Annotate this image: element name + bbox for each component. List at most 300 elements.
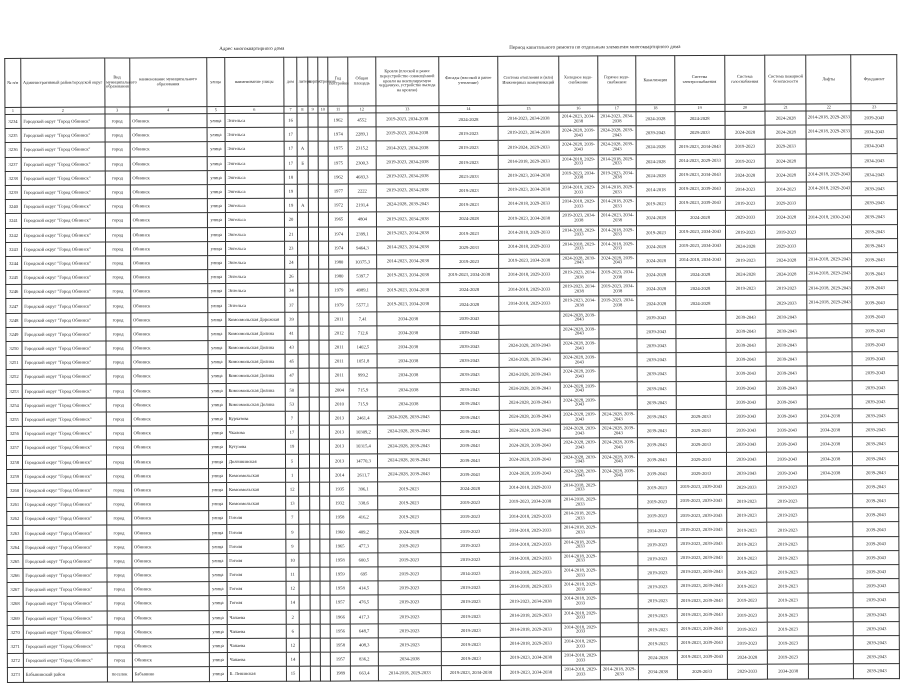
cell-lift: 2014-2018, 2029-2043 [807, 253, 852, 267]
cell-roof: 2014-2023, 2034-2038 [376, 240, 440, 254]
cell-lift [806, 153, 851, 167]
cell-gas: 2039-2043 [726, 409, 767, 423]
address-group-header: Адрес многоквартирного дома [219, 46, 285, 53]
cell-lit [300, 624, 310, 638]
cell-kan: 2034-2038 [639, 665, 678, 679]
cell-year: 1962 [328, 113, 348, 127]
cell-lift: 2014-2018, 2030-2043 [807, 210, 852, 224]
cell-year: 2011 [329, 312, 349, 326]
cell-ul: улица [209, 638, 227, 652]
cell-hw: 2024-2028, 2039-2043 [598, 254, 637, 268]
cell-heat: 2014-2018, 2029-2033 [500, 609, 561, 623]
cell-fire: 2029-2033 [766, 239, 807, 253]
cell-el: 2024-2028 [675, 282, 725, 296]
cell-mo: Обнинск [130, 312, 207, 327]
cell-kor [309, 482, 319, 496]
cell-year: 1974 [328, 127, 348, 141]
cell-name: Комсомольская [226, 482, 285, 496]
cell-gas: 2039-2043 [726, 367, 767, 381]
cell-kor [308, 142, 318, 156]
cell-n: 3239 [5, 185, 21, 199]
column-number: 19 [675, 104, 725, 111]
cell-str [318, 198, 328, 212]
cell-heat: 2019-2023, 2034-2038 [499, 254, 560, 268]
cell-fac: 2019-2023, 2034-2038 [441, 666, 500, 680]
cell-mo: Обнинск [132, 653, 209, 668]
cell-n: 3242 [5, 228, 21, 242]
cell-lift [807, 366, 852, 380]
cell-ad: Городской округ "Город Обнинск" [21, 199, 105, 214]
cell-dom: 9 [286, 525, 300, 539]
cell-dom: 15 [286, 667, 300, 681]
cell-year: 1989 [330, 666, 350, 680]
document-sheet [4, 0, 904, 678]
cell-ul: улица [207, 298, 225, 312]
cell-n: 3245 [6, 270, 22, 284]
column-header: Год постройки [328, 57, 349, 106]
cell-fire: 2024-2028 [765, 111, 806, 125]
cell-ad: Городской округ "Город Обнинск" [22, 469, 106, 484]
cell-kor [309, 397, 319, 411]
cell-el: 2019-2023, 2034-2043 [675, 140, 725, 154]
cell-el: 2019-2023, 2039-2043 [677, 580, 727, 594]
cell-name: Энгельса [225, 269, 284, 283]
cell-cw: 2024-2028, 2039-2043 [559, 126, 598, 140]
cell-n: 3240 [5, 200, 21, 214]
cell-gas: 2029-2033 [725, 210, 766, 224]
column-header: Фасады (плоской и ранее утепление) [439, 56, 498, 105]
cell-ad: Городской округ "Город Обнинск" [23, 511, 107, 526]
cell-kor [308, 170, 318, 184]
cell-kan: 2039-2043 [637, 381, 676, 395]
column-number: 20 [725, 104, 766, 111]
cell-str [318, 255, 328, 269]
cell-area: 9464,3 [349, 241, 376, 255]
cell-lift [808, 650, 853, 664]
cell-fnd: 2034-2043 [852, 167, 898, 181]
column-number: 12 [348, 106, 375, 113]
cell-n: 3250 [6, 341, 22, 355]
cell-area: 2222 [349, 184, 376, 198]
cell-kor [310, 666, 320, 680]
cell-kan: 2039-2043 [637, 353, 676, 367]
cell-el: 2024-2028 [675, 211, 725, 225]
cell-ad: Городской округ "Город Обнинск" [22, 455, 106, 470]
cell-str [319, 368, 329, 382]
cell-n: 3267 [7, 583, 23, 597]
cell-hw [599, 353, 638, 367]
cell-dom: 17 [284, 142, 298, 156]
cell-cw: 2019-2023, 2034-2038 [560, 282, 599, 296]
cell-roof: 2034-2038 [376, 311, 440, 325]
cell-mo: Обнинск [130, 185, 207, 200]
cell-kan: 2039-2043 [638, 452, 677, 466]
cell-gas [725, 296, 766, 310]
cell-year: 1974 [328, 226, 348, 240]
cell-dom: 34 [284, 283, 298, 297]
cell-hw: 2019-2023, 2034-2038 [598, 268, 637, 282]
cell-dom: 14 [286, 596, 300, 610]
cell-mo: Бабынино [132, 667, 209, 682]
cell-vid: город [106, 341, 131, 355]
cell-kan: 2039-2043 [637, 410, 676, 424]
cell-hw: 2024-2028, 2039-2043 [598, 140, 637, 154]
cell-year: 1979 [329, 297, 349, 311]
cell-fnd: 2039-2043 [854, 664, 900, 678]
cell-cw: 2024-2028, 2039-2043 [560, 339, 599, 353]
cell-name: Комсомольская [226, 468, 285, 482]
cell-lit [299, 425, 309, 439]
cell-fac: 2019-2023 [441, 552, 500, 566]
cell-fac: 2039-2043 [440, 424, 499, 438]
cell-lift [808, 622, 853, 636]
cell-lit [298, 255, 308, 269]
cell-name: Комсомольская Долина [226, 354, 285, 368]
cell-kan: 2024-2028 [637, 282, 676, 296]
cell-name: Комсомольская Долина [226, 369, 285, 383]
cell-lift [806, 139, 851, 153]
cell-kan: 2019-2023 [638, 480, 677, 494]
cell-fnd: 2039-2043 [853, 451, 899, 465]
cell-dom: 12 [285, 482, 299, 496]
cell-kor [308, 113, 318, 127]
cell-ul: улица [207, 270, 225, 284]
cell-fire: 2024-2028 [766, 168, 807, 182]
cell-fire: 2024-2028 [766, 267, 807, 281]
cell-str [318, 156, 328, 170]
cell-year: 2013 [329, 453, 349, 467]
column-number: 17 [598, 105, 637, 112]
column-header: Система пожарной безопасности [765, 55, 806, 104]
cell-cw: 2019-2023, 2034-2038 [560, 211, 599, 225]
cell-kor [310, 581, 320, 595]
cell-dom: 20 [284, 213, 298, 227]
cell-fnd: 2039-2043 [853, 508, 899, 522]
cell-heat: 2024-2028, 2039-2043 [499, 353, 560, 367]
column-header: корпус [307, 57, 317, 106]
cell-name: Энгельса [225, 241, 284, 255]
cell-el: 2014-2023, 2029-2033 [675, 154, 725, 168]
cell-mo: Обнинск [131, 511, 208, 526]
cell-el: 2019-2023, 2039-2043 [677, 650, 727, 664]
cell-fnd: 2039-2043 [851, 111, 897, 125]
cell-area: 2191,4 [349, 198, 376, 212]
cell-area: 695 [350, 567, 377, 581]
cell-cw: 2014-2018, 2029-2033 [559, 183, 598, 197]
cell-ad: Городской округ "Город Обнинск" [23, 596, 107, 611]
cell-area: 477,3 [350, 539, 377, 553]
cell-kan: 2019-2023 [638, 622, 677, 636]
cell-fac: 2019-2023 [441, 524, 500, 538]
cell-ad: Городской округ "Город Обнинск" [21, 228, 105, 243]
column-number: 5 [207, 107, 225, 114]
cell-ul: улица [208, 482, 226, 496]
cell-el: 2019-2023, 2039-2043 [675, 182, 725, 196]
cell-lift: 2034-2038 [808, 437, 853, 451]
cell-year: 2004 [329, 383, 349, 397]
cell-name: Энгельса [225, 198, 284, 212]
cell-el: 2029-2033 [676, 466, 726, 480]
cell-kan: 2039-2043 [638, 466, 677, 480]
cell-n: 3273 [7, 668, 23, 682]
cell-lit [299, 525, 309, 539]
cell-lit [299, 383, 309, 397]
cell-n: 3258 [6, 455, 22, 469]
cell-kan: 2019-2023 [638, 537, 677, 551]
cell-n: 3241 [5, 214, 21, 228]
cell-mo: Обнинск [131, 426, 208, 441]
cell-kan: 2039-2043 [638, 424, 677, 438]
column-header: наименование улицы [225, 57, 284, 106]
cell-mo: Обнинск [131, 525, 208, 540]
cell-hw: 2024-2028, 2039-2043 [599, 438, 638, 452]
cell-el: 2019-2023, 2034-2043 [675, 168, 725, 182]
cell-gas: 2014-2023 [725, 182, 766, 196]
cell-str [318, 141, 328, 155]
cell-mo: Обнинск [132, 582, 209, 597]
cell-roof: 2024-2028, 2039-2043 [377, 411, 441, 425]
cell-lift [808, 494, 853, 508]
cell-kor [310, 596, 320, 610]
cell-n: 3238 [5, 171, 21, 185]
cell-el: 2029-2033 [676, 409, 726, 423]
cell-fac: 2014-2023 [441, 566, 500, 580]
cell-n: 3271 [7, 639, 23, 653]
cell-heat: 2019-2023, 2034-2038 [498, 183, 559, 197]
cell-kor [308, 198, 318, 212]
cell-area: 14770,3 [350, 453, 377, 467]
cell-fnd: 2034-2043 [852, 139, 898, 153]
cell-hw: 2019-2023, 2034-2038 [598, 168, 637, 182]
cell-hw: 2014-2018, 2029-2033 [598, 183, 637, 197]
cell-name: Долгининская [226, 454, 285, 468]
cell-hw [599, 381, 638, 395]
cell-kan: 2024-2028 [639, 651, 678, 665]
cell-lit [299, 567, 309, 581]
cell-el: 2014-2018, 2034-2043 [675, 253, 725, 267]
cell-str [320, 638, 330, 652]
cell-mo: Обнинск [132, 639, 209, 654]
cell-hw: 2014-2023, 2034-2038 [598, 112, 637, 126]
cell-fire: 2019-2023 [766, 224, 807, 238]
cell-fnd: 2039-2043 [852, 295, 898, 309]
cell-ad: Городской округ "Город Обнинск" [22, 284, 106, 299]
cell-kor [309, 439, 319, 453]
cell-fire: 2034-2038 [768, 664, 809, 678]
cell-el: 2019-2023, 2039-2043 [675, 196, 725, 210]
cell-heat: 2024-2028, 2039-2043 [499, 339, 560, 353]
cell-vid: город [105, 242, 130, 256]
cell-str [318, 269, 328, 283]
cell-hw: 2024-2028, 2039-2043 [598, 126, 637, 140]
cell-dom: 6 [286, 624, 300, 638]
cell-str [318, 113, 328, 127]
cell-roof: 2024-2028, 2039-2043 [377, 453, 441, 467]
cell-n: 3243 [6, 242, 22, 256]
cell-cw: 2024-2028, 2039-2043 [561, 467, 600, 481]
cell-lit [300, 610, 310, 624]
cell-heat: 2024-2028, 2039-2043 [499, 396, 560, 410]
cell-kan: 2019-2023 [638, 509, 677, 523]
cell-kor [308, 227, 318, 241]
cell-mo: Обнинск [130, 284, 207, 299]
cell-hw [599, 509, 638, 523]
cell-hw [600, 651, 639, 665]
cell-cw: 2024-2028, 2039-2043 [560, 311, 599, 325]
cell-area: 836,2 [351, 652, 378, 666]
cell-cw: 2024-2028, 2039-2043 [560, 424, 599, 438]
cell-name: Энгельса [226, 284, 285, 298]
cell-hw: 2014-2018, 2029-2033 [598, 225, 637, 239]
cell-kan: 2024-2028 [636, 112, 675, 126]
cell-vid: город [106, 298, 131, 312]
cell-roof: 2019-2023 [377, 567, 441, 581]
cell-ul: улица [209, 653, 227, 667]
cell-lift: 2014-2018, 2029-2033 [806, 111, 851, 125]
cell-year: 1932 [330, 496, 350, 510]
cell-ad: Городской округ "Город Обнинск" [22, 398, 106, 413]
cell-lift: 2034-2038 [808, 465, 853, 479]
cell-mo: Обнинск [132, 568, 209, 583]
cell-fnd: 2039-2043 [852, 338, 898, 352]
cell-str [320, 581, 330, 595]
cell-dom: 2 [286, 610, 300, 624]
cell-gas: 2029-2033 [727, 664, 768, 678]
cell-el: 2019-2023, 2039-2043 [677, 594, 727, 608]
cell-ul: улица [209, 610, 227, 624]
cell-kor [309, 553, 319, 567]
cell-year: 2012 [329, 326, 349, 340]
column-header: Горячее водо-снабжение [597, 56, 636, 105]
cell-heat: 2019-2023, 2034-2038 [500, 665, 561, 679]
cell-name: Энгельса [225, 156, 284, 170]
cell-cw: 2019-2023, 2034-2038 [560, 268, 599, 282]
cell-el: 2019-2023, 2039-2043 [677, 565, 727, 579]
cell-mo: Обнинск [130, 298, 207, 313]
cell-el [676, 367, 726, 381]
cell-roof: 2019-2023 [377, 552, 441, 566]
cell-el: 2024-2028 [675, 267, 725, 281]
cell-lit [298, 269, 308, 283]
repair-schedule-table [4, 54, 900, 682]
cell-kor [308, 241, 318, 255]
cell-name: Гоголя [227, 539, 286, 553]
cell-vid: город [107, 525, 132, 539]
cell-name: Комсомольская Дорожная [226, 312, 285, 326]
cell-lift: 2014-2018, 2029-2043 [807, 281, 852, 295]
cell-n: 3253 [6, 384, 22, 398]
cell-fnd: 2039-2043 [853, 522, 899, 536]
cell-year: 2011 [329, 368, 349, 382]
cell-vid: город [107, 568, 132, 582]
cell-mo: Обнинск [130, 128, 207, 143]
cell-fire: 2039-2043 [766, 366, 807, 380]
cell-fnd: 2039-2043 [852, 238, 898, 252]
cell-ul: улица [208, 497, 226, 511]
cell-dom: 50 [285, 383, 299, 397]
cell-name: Комсомольская Долина [226, 326, 285, 340]
cell-fac: 2019-2023 [439, 197, 498, 211]
cell-fac: 2019-2023 [439, 127, 498, 141]
cell-kor [310, 567, 320, 581]
cell-heat: 2014-2023, 2034-2038 [498, 112, 559, 126]
cell-area: 10315,4 [350, 439, 377, 453]
cell-lift [807, 224, 852, 238]
cell-hw [600, 566, 639, 580]
cell-heat: 2014-2018, 2029-2033 [500, 509, 561, 523]
column-header: Общая площадь [348, 57, 375, 106]
cell-area: 10309,2 [350, 425, 377, 439]
cell-heat: 2014-2018, 2029-2033 [498, 226, 559, 240]
cell-fac: 2024-2028 [440, 297, 499, 311]
cell-fnd: 2039-2043 [853, 550, 899, 564]
cell-year: 2014 [329, 468, 349, 482]
cell-lit: А [298, 198, 308, 212]
cell-mo: Обнинск [131, 468, 208, 483]
cell-area: 414,5 [350, 581, 377, 595]
cell-roof: 2014-2023, 2034-2038 [376, 254, 440, 268]
cell-str [318, 283, 328, 297]
cell-fac: 2019-2023 [441, 495, 500, 509]
cell-mo: Обнинск [130, 213, 207, 228]
cell-year: 2013 [329, 411, 349, 425]
cell-heat: 2014-2018, 2029-2033 [500, 552, 561, 566]
cell-hw [600, 552, 639, 566]
cell-kor [309, 539, 319, 553]
cell-el: 2029-2033 [675, 126, 725, 140]
cell-n: 3249 [6, 327, 22, 341]
cell-cw: 2014-2018, 2029-2033 [559, 197, 598, 211]
cell-vid: город [106, 511, 131, 525]
cell-kor [310, 624, 320, 638]
cell-dom: 17 [285, 425, 299, 439]
cell-str [319, 383, 329, 397]
column-number: 8 [297, 106, 307, 113]
cell-vid: город [105, 213, 130, 227]
cell-heat: 2014-2018, 2029-2033 [498, 197, 559, 211]
cell-year: 1958 [330, 553, 350, 567]
cell-cw: 2024-2028, 2039-2043 [561, 452, 600, 466]
cell-kor [310, 638, 320, 652]
cell-year: 1977 [328, 184, 348, 198]
cell-area: 476,5 [350, 595, 377, 609]
cell-dom: 11 [286, 567, 300, 581]
cell-str [319, 340, 329, 354]
cell-ul: улица [207, 170, 225, 184]
column-header: Административный район/городской округ [21, 58, 105, 107]
cell-gas: 2019-2023 [725, 154, 766, 168]
cell-ul: улица [208, 397, 226, 411]
cell-mo: Обнинск [130, 227, 207, 242]
cell-lit [299, 454, 309, 468]
cell-year: 1979 [329, 283, 349, 297]
cell-n: 3246 [6, 285, 22, 299]
cell-gas: 2024-2028 [725, 267, 766, 281]
cell-name: Гоголя [227, 511, 286, 525]
cell-gas: 2019-2023 [727, 622, 768, 636]
cell-lit [298, 340, 308, 354]
column-number: 6 [225, 106, 284, 113]
cell-roof: 2019-2023, 2034-2038 [376, 184, 440, 198]
cell-kan: 2039-2043 [637, 324, 676, 338]
cell-vid: город [105, 185, 130, 199]
cell-ad: Городской округ "Город Обнинск" [21, 242, 105, 257]
cell-lift [808, 565, 853, 579]
cell-kan: 2019-2023 [638, 608, 677, 622]
cell-cw: 2024-2028, 2039-2043 [560, 325, 599, 339]
cell-fire: 2019-2023 [767, 565, 808, 579]
cell-cw: 2024-2028, 2039-2043 [559, 140, 598, 154]
